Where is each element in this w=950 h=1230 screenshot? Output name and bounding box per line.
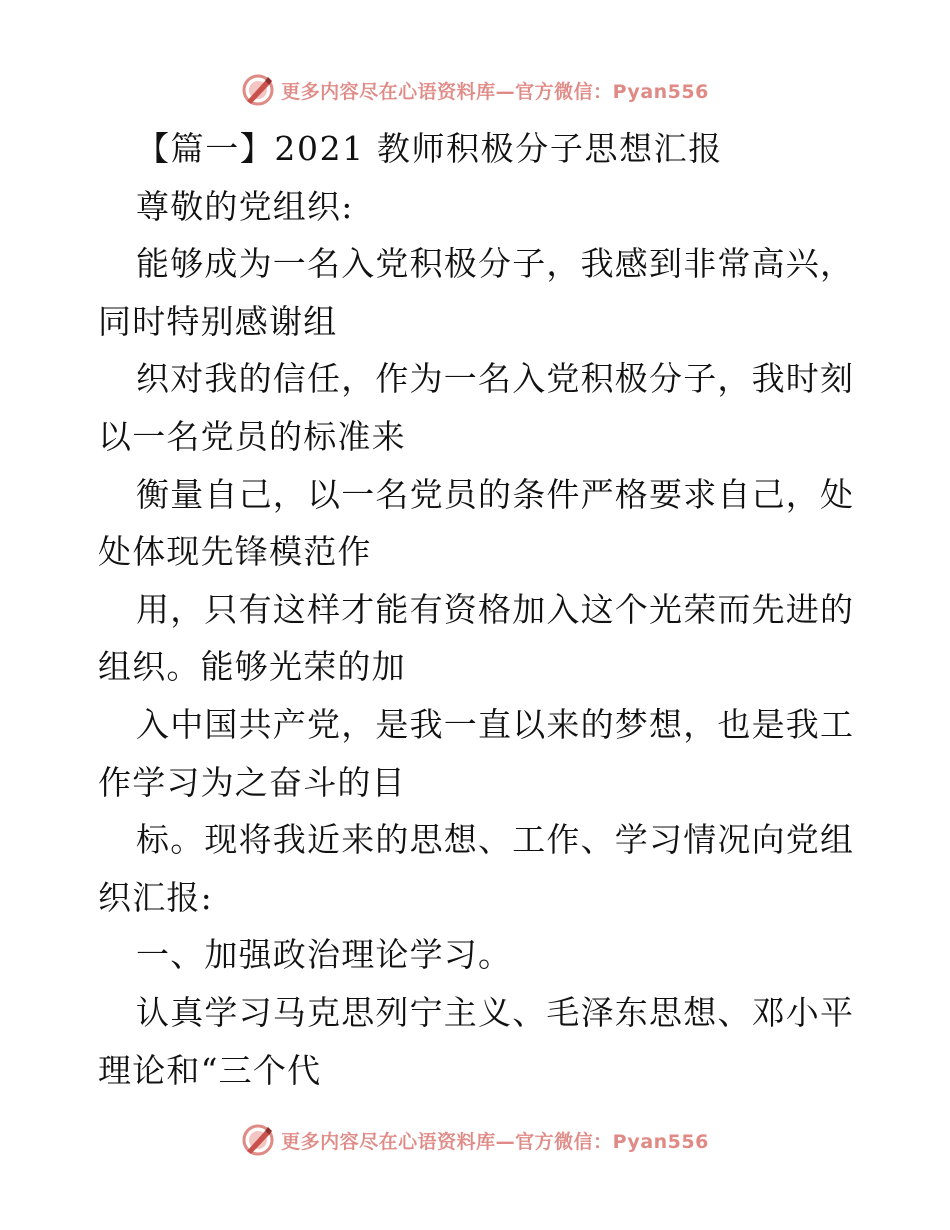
document-title: 【篇一】2021 教师积极分子思想汇报 [136,129,723,168]
watermark-text: 更多内容尽在心语资料库—官方微信：Pyan556 [281,80,709,103]
text-line: 认真学习马克思列宁主义、毛泽东思想、邓小平 [136,992,855,1032]
text-line: 尊敬的党组织: [136,186,354,226]
text-line: 处体现先锋模范作 [98,532,372,572]
text-line: 织汇报: [98,877,213,917]
watermark-header [0,70,950,110]
text-line: 衡量自己，以一名党员的条件严格要求自己，处 [136,474,855,514]
document-body [98,120,858,1099]
text-line: 入中国共产党，是我一直以来的梦想，也是我工 [136,704,855,744]
text-line: 织对我的信任，作为一名入党积极分子，我时刻 [136,359,855,399]
text-line: 用，只有这样才能有资格加入这个光荣而先进的 [136,589,855,629]
text-line: 同时特别感谢组 [98,301,338,341]
text-line: 以一名党员的标准来 [98,416,406,456]
pen-circle-logo-icon [241,73,275,107]
text-line: 理论和“三个代 [98,1050,322,1090]
pen-circle-logo-icon [241,1123,275,1157]
watermark-text: 更多内容尽在心语资料库—官方微信：Pyan556 [281,1130,709,1153]
text-line: 一、加强政治理论学习。 [136,935,513,975]
text-line: 作学习为之奋斗的目 [98,762,406,802]
text-line: 标。现将我近来的思想、工作、学习情况向党组 [136,820,855,860]
text-line: 能够成为一名入党积极分子，我感到非常高兴， [136,244,855,284]
text-line: 组织。能够光荣的加 [98,647,406,687]
watermark-footer [0,1120,950,1160]
